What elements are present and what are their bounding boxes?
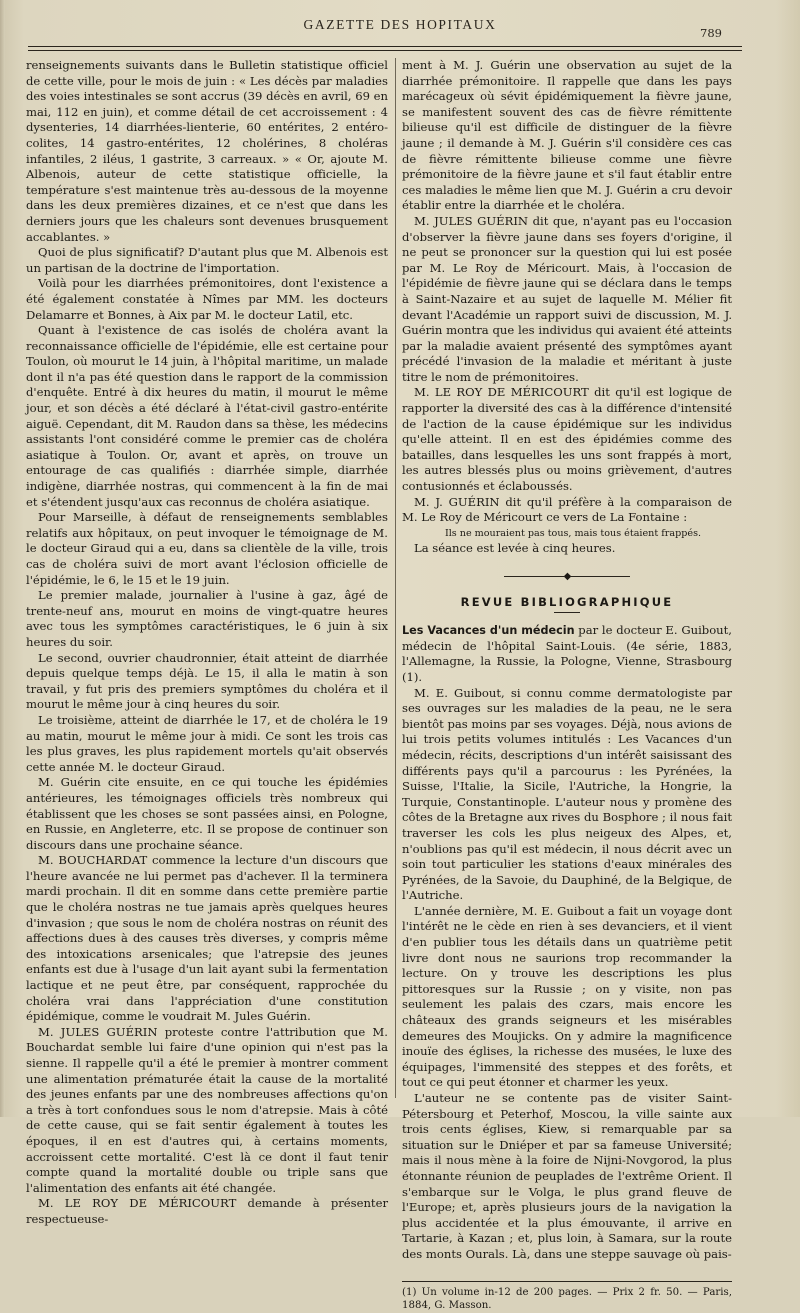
session-closing: La séance est levée à cinq heures. bbox=[414, 541, 616, 556]
column-divider bbox=[395, 58, 396, 1098]
paragraph: Quant à l'existence de cas isolés de choléra avant la reconnaissance officielle de l'épidémie, elle est certaine pour Toulon, où mourut le 14 juin, à l'hôpital maritime, un malade dont il n'a pas été question dans le rapport de la commission d'enquête. Entré à dix heures du matin, il mourut le même jour, et son décès a été déclaré à l'état-civil gastro-entérite aiguë. Cependant, dit M. Raudon dans sa thèse, les médecins assistants l'ont considéré comme le premier cas de choléra asiatique à Toulon. Or, avant et après, on trouve un entourage de cas qualifiés : diarrhée simple, diarrhée indigène, diarrhée nostras, qui commencent à la fin de mai et s'étendent jusqu'aux cas reconnus de choléra asiatique. bbox=[26, 323, 388, 509]
paragraph: L'auteur ne se contente pas de visiter Saint-Pétersbourg et Peterhof, Moscou, la ville sainte aux trois cents églises, Kiew, si remarquable par sa situation sur le Dniéper et par sa fameuse Université; mais il nous mène à la foire de Nijni-Novgorod, la plus étonnante réunion de peuplades de l'extrême Orient. Il s'embarque sur le Volga, le plus grand fleuve de l'Europe; et, après plusieurs jours de la navigation la plus accidentée et la plus émouvante, il arrive en Tartarie, à Kazan ; et, plus loin, à Samara, sur la route des monts Ourals. Là, dans une steppe sauvage où pais- bbox=[402, 1091, 732, 1261]
right-column bbox=[402, 58, 732, 1313]
left-column bbox=[26, 58, 388, 1228]
paragraph: renseignements suivants dans le Bulletin statistique officiel de cette ville, pour le mois de juin : « Les décès par maladies des voies intestinales se sont accrus (39 décès en avril, 69 en mai, 112 en juin), et comme détail de cet accroissement : 4 dysenteries, 14 diarrhées-lienterie, 60 entérites, 2 entéro-colites, 14 gastro-entérites, 12 cholérines, 8 choléras infantiles, 2 iléus, 1 gastrite, 3 carreaux. » « Or, ajoute M. Albenois, auteur de cette statistique officielle, la température s'est maintenue très au-dessous de la moyenne dans les deux premières dizaines, et ce n'est que dans les derniers jours que les chaleurs sont devenues brusquement accablantes. » bbox=[26, 58, 388, 244]
paragraph: Le second, ouvrier chaudronnier, était atteint de diarrhée depuis quelque temps déjà. Le 15, il alla le matin à son travail, y fut pris des premiers symptômes du choléra et il mourut le même jour à cinq heures du soir. bbox=[26, 650, 388, 712]
paragraph: ment à M. J. Guérin une observation au sujet de la diarrhée prémonitoire. Il rappelle que dans les pays marécageux où sévit épidémiquement la fièvre jaune, se manifestent souvent des cas de fièvre rémittente bilieuse qu'il est difficile de distinguer de la fièvre jaune ; il demande à M. J. Guérin s'il considère ces cas de fièvre rémittente bilieuse comme une fièvre prémonitoire de la fièvre jaune et s'il faut établir entre ces maladies le même lien que M. J. Guérin a cru devoir établir entre la diarrhée et le choléra. bbox=[402, 58, 732, 213]
paragraph: M. LE ROY DE MÉRICOURT demande à présenter respectueuse- bbox=[26, 1196, 388, 1226]
section-title: REVUE BIBLIOGRAPHIQUE bbox=[460, 594, 674, 609]
verse-quote: Ils ne mouraient pas tous, mais tous étaient frappés. bbox=[444, 527, 702, 539]
section-ornament: ◆ bbox=[402, 569, 732, 585]
footnote: (1) Un volume in-12 de 200 pages. — Prix 2 fr. 50. — Paris, 1884, G. Masson. bbox=[402, 1286, 732, 1312]
footnote-rule bbox=[402, 1281, 732, 1282]
book-entry bbox=[402, 623, 732, 685]
paragraph: L'année dernière, M. E. Guibout a fait un voyage dont l'intérêt ne le cède en rien à ses devanciers, et il vient d'en publier tous les détails dans un quatrième petit livre dont nous ne saurions trop recommander la lecture. On y trouve les descriptions les plus pittoresques sur la Russie ; on y visite, non pas seulement les palais des czars, mais encore les châteaux des grands seigneurs et les misérables demeures des Moujicks. On y admire la magnificence inouïe des églises, la richesse des musées, le luxe des équipages, l'immensité des steppes et des forêts, et tout ce qui peut étonner et charmer les yeux. bbox=[402, 903, 732, 1090]
page-number: 789 bbox=[700, 26, 722, 40]
page-header bbox=[20, 14, 780, 40]
paragraph: Quoi de plus significatif? D'autant plus que M. Albenois est un partisan de la doctrine de l'importation. bbox=[26, 245, 388, 275]
paragraph: M. J. GUÉRIN dit qu'il préfère à la comparaison de M. Le Roy de Méricourt ce vers de La Fontaine : bbox=[402, 494, 732, 525]
paragraph: M. E. Guibout, si connu comme dermatologiste par ses ouvrages sur les maladies de la peau, ne le sera bientôt pas moins par ses voyages. Déjà, nous avions de lui trois petits volumes intitulés : Les Vacances d'un médecin, récits, descriptions d'un intérêt saisissant des différents pays qu'il a parcourus : les Pyrénées, la Suisse, l'Italie, la Sicile, l'Autriche, la Hongrie, la Turquie, Constantinople. L'auteur nous y promène des côtes de la Bretagne aux rives du Bosphore ; il nous fait traverser les cols les plus neigeux des Alpes, et, n'oublions pas qu'il est médecin, il nous décrit avec un soin tout particulier les stations d'eaux minérales des Pyrénées, de la Savoie, du Dauphiné, de la Belgique, de l'Autriche. bbox=[402, 685, 732, 903]
paragraph: M. JULES GUÉRIN proteste contre l'attribution que M. Bouchardat semble lui faire d'une opinion qui n'est pas la sienne. Il rappelle qu'il a été le premier à montrer comment une alimentation prématurée était la cause de la mortalité des jeunes enfants par une des nombreuses affections qu'on a très à tort confondues sous le nom d'atrepsie. Mais à côté de cette cause, qui se fait sentir également à toutes les époques, il en est d'autres qui, à certains moments, accroissent cette mortalité. C'est là ce dont il faut tenir compte quand la mortalité double ou triple sans que l'alimentation des enfants ait été changée. bbox=[26, 1024, 388, 1195]
journal-title: GAZETTE DES HOPITAUX bbox=[303, 17, 497, 32]
paragraph: Pour Marseille, à défaut de renseignements semblables relatifs aux hôpitaux, on peut invoquer le témoignage de M. le docteur Giraud qui a eu, dans sa clientèle de la ville, trois cas de choléra suivi de mort avant l'éclosion officielle de l'épidémie, le 6, le 15 et le 19 juin. bbox=[26, 510, 388, 587]
header-rule bbox=[28, 46, 742, 47]
paragraph: Le troisième, atteint de diarrhée le 17, et de choléra le 19 au matin, mourut le même jour à midi. Ce sont les trois cas les plus graves, les plus rapidement mortels qu'ait observés cette année M. le docteur Giraud. bbox=[26, 712, 388, 774]
paragraph: M. JULES GUÉRIN dit que, n'ayant pas eu l'occasion d'observer la fièvre jaune dans ses foyers d'origine, il ne peut se prononcer sur la question qui lui est posée par M. Le Roy de Méricourt. Mais, à l'occasion de l'épidémie de fièvre jaune qui se déclara dans le temps à Saint-Nazaire et au sujet de laquelle M. Mélier fit devant l'Académie un rapport suivi de discussion, M. J. Guérin montra que les individus qui avaient été atteints par la maladie avaient présenté des symptômes ayant précédé l'invasion de la maladie et méritant à juste titre le nom de prémonitoires. bbox=[402, 213, 732, 384]
section-rule bbox=[554, 612, 580, 613]
book-details: par le docteur E. Guibout, médecin de l'hôpital Saint-Louis. (4e série, 1883, l'Allemagne, la Russie, la Pologne, Vienne, Strasbourg (1). bbox=[402, 623, 732, 684]
page-edge bbox=[0, 0, 5, 1117]
paragraph: Voilà pour les diarrhées prémonitoires, dont l'existence a été également constatée à Nîmes par MM. les docteurs Delamarre et Bonnes, à Aix par M. le docteur Latil, etc. bbox=[26, 276, 388, 322]
book-title: Les Vacances d'un médecin bbox=[402, 624, 575, 638]
paragraph: Le premier malade, journalier à l'usine à gaz, âgé de trente-neuf ans, mourut en moins de vingt-quatre heures avec tous les symptômes caractéristiques, le 6 juin à six heures du soir. bbox=[26, 588, 388, 649]
paragraph: M. Guérin cite ensuite, en ce qui touche les épidémies antérieures, les témoignages officiels très nombreux qui établissent que les choses se sont passées ainsi, en Pologne, en Russie, en Angleterre, etc. Il se propose de continuer son discours dans une prochaine séance. bbox=[26, 775, 388, 852]
paragraph: M. LE ROY DE MÉRICOURT dit qu'il est logique de rapporter la diversité des cas à la différence d'intensité de l'action de la cause épidémique sur les individus qu'elle atteint. Il en est des épidémies comme des batailles, dans lesquelles les uns sont frappés à mort, les autres blessés plus ou moins grièvement, d'autres contusionnés et éclaboussés. bbox=[402, 385, 732, 494]
header-rule-thin bbox=[28, 50, 742, 51]
paragraph: M. BOUCHARDAT commence la lecture d'un discours que l'heure avancée ne lui permet pas d'achever. Il la terminera mardi prochain. Il dit en somme dans cette première partie que le choléra nostras ne tue jamais après quelques heures d'invasion ; que sous le nom de choléra nostras on réunit des affections dues à des causes très diverses, y compris même des intoxications arsenicales; que l'atrepsie des jeunes enfants est due à l'usage d'un lait ayant subi la fermentation lactique et ne peut être, par conséquent, rapprochée du choléra vrai dans l'appréciation d'une constitution épidémique, comme le voudrait M. Jules Guérin. bbox=[26, 853, 388, 1024]
